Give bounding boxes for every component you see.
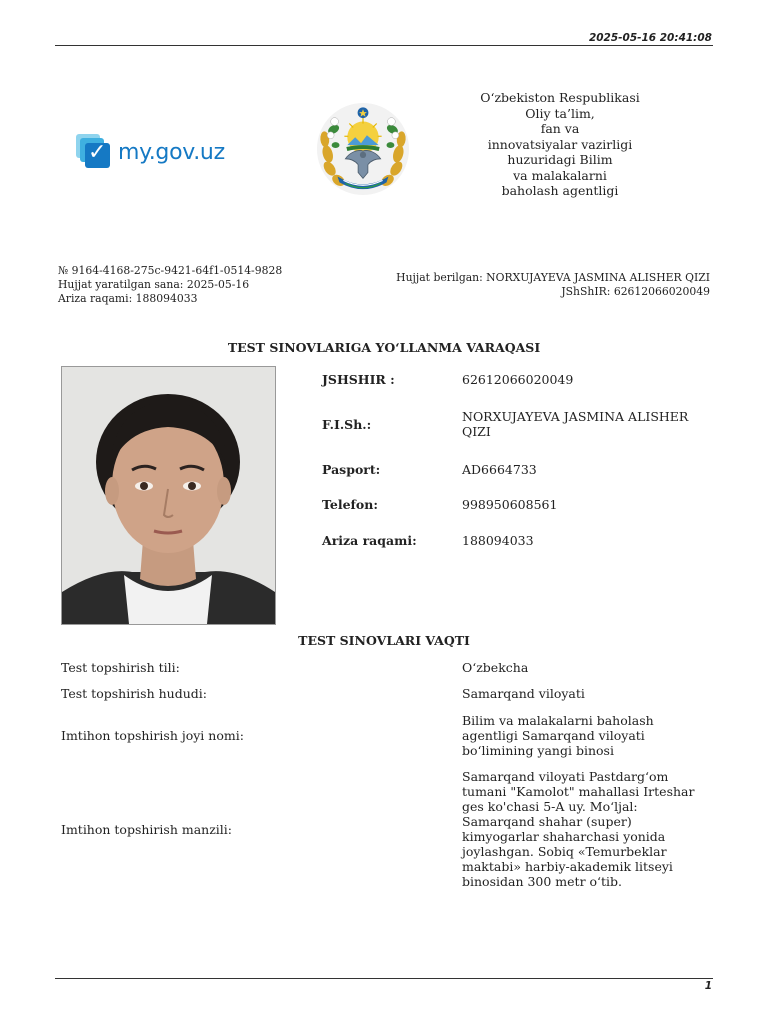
recipient-pin: JShShIR: 62612066020049	[561, 285, 710, 298]
info-row-phone	[322, 497, 722, 512]
bottom-divider	[55, 978, 713, 979]
state-emblem	[314, 100, 412, 198]
logo-text: my.gov.uz	[118, 139, 225, 165]
top-divider	[55, 45, 713, 46]
info-row-application	[322, 533, 722, 548]
ministry-line: Oliy ta’lim,	[525, 105, 595, 121]
document-number: № 9164-4168-275c-9421-64f1-0514-9828	[58, 264, 283, 277]
info-value: AD6664733	[462, 462, 537, 477]
exam-value: Bilim va malakalarni baholash agentligi Samarqand viloyati bo‘limining yangi binosi	[462, 713, 654, 758]
info-label: Ariza raqami:	[322, 533, 417, 548]
applicant-photo	[61, 366, 276, 625]
ministry-line: huzuridagi Bilim	[507, 152, 613, 167]
exam-label: Imtihon topshirish joyi nomi:	[61, 728, 244, 743]
info-value: NORXUJAYEVA JASMINA ALISHER QIZI	[462, 409, 689, 439]
info-row-pin	[322, 372, 722, 387]
created-date: Hujjat yaratilgan sana: 2025-05-16	[58, 278, 250, 291]
exam-label: Test topshirish tili:	[61, 660, 180, 675]
checkmark-icon: ✓	[76, 134, 112, 170]
info-value: 998950608561	[462, 497, 558, 512]
exam-value: O‘zbekcha	[462, 660, 529, 675]
application-number: Ariza raqami: 188094033	[58, 292, 198, 305]
info-label: Pasport:	[322, 462, 381, 477]
portrait-image	[62, 367, 275, 624]
info-row-fullname	[322, 409, 722, 439]
info-label: Telefon:	[322, 497, 378, 512]
exam-time-title: TEST SINOVLARI VAQTI	[298, 633, 470, 648]
ministry-line: O‘zbekiston Respublikasi	[480, 90, 640, 105]
exam-value: Samarqand viloyati	[462, 686, 585, 701]
mygov-logo	[76, 134, 225, 170]
info-label: JSHSHIR :	[322, 372, 395, 387]
page-number: 1	[704, 980, 712, 992]
issued-to: Hujjat berilgan: NORXUJAYEVA JASMINA ALISHER QIZI	[396, 271, 710, 284]
ministry-name	[470, 90, 650, 199]
info-row-passport	[322, 462, 722, 477]
timestamp: 2025-05-16 20:41:08	[588, 32, 712, 44]
recipient-meta	[396, 271, 710, 299]
ministry-line: va malakalarni	[513, 167, 607, 183]
info-value: 62612066020049	[462, 372, 574, 387]
exam-value: Samarqand viloyati Pastdarg‘om tumani "Kamolot" mahallasi Irteshar ges ko'chasi 5-A uy. Mo‘ljal: Samarqand shahar (super) kimyogarlar shaharchasi yonida joylashgan. Sobiq «Temurbeklar maktabi» harbiy-akademik litseyi binosidan 300 metr o‘tib.	[462, 769, 695, 889]
exam-label: Imtihon topshirish manzili:	[61, 822, 232, 837]
info-value: 188094033	[462, 533, 534, 548]
ministry-line: baholash agentligi	[501, 183, 619, 198]
exam-label: Test topshirish hududi:	[61, 686, 207, 701]
referral-title: TEST SINOVLARIGA YO‘LLANMA VARAQASI	[227, 340, 541, 355]
document-meta	[58, 264, 282, 306]
ministry-line: fan va	[540, 121, 580, 136]
ministry-line: innovatsiyalar vazirligi	[487, 136, 633, 152]
info-label: F.I.Sh.:	[322, 417, 372, 432]
